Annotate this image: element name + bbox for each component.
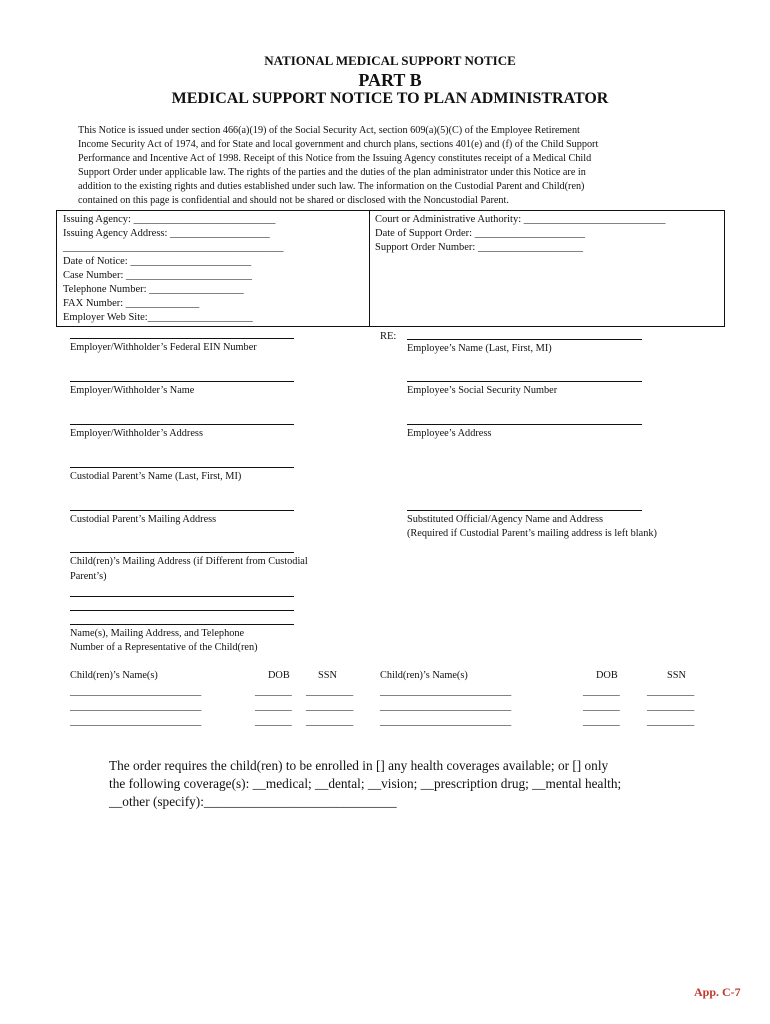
- telephone-number-field[interactable]: Telephone Number: __________________: [63, 284, 244, 295]
- issuing-agency-box: [56, 210, 725, 327]
- child-ssn-field[interactable]: _________: [306, 716, 354, 727]
- child-ssn-field[interactable]: _________: [306, 701, 354, 712]
- coverage-other-line[interactable]: __other (specify):_____________________________: [109, 794, 397, 809]
- custodial-parent-address-label: Custodial Parent’s Mailing Address: [70, 514, 217, 525]
- employer-address-label: Employer/Withholder’s Address: [70, 428, 203, 439]
- date-of-notice-field[interactable]: Date of Notice: _______________________: [63, 256, 252, 267]
- employee-name-input-line[interactable]: [407, 339, 642, 340]
- children-names-header: Child(ren)’s Name(s): [380, 670, 468, 681]
- intro-line: Support Order under applicable law. The rights of the parties and the duties of the plan administrator under this Notice are in: [78, 167, 586, 178]
- representative-label: Name(s), Mailing Address, and Telephone: [70, 628, 245, 639]
- child-name-field[interactable]: _________________________: [380, 686, 512, 697]
- representative-label-cont: Number of a Representative of the Child(ren): [70, 642, 258, 653]
- child-ssn-field[interactable]: _________: [647, 701, 695, 712]
- intro-line: contained on this page is confidential and should not be shared or disclosed with the Noncustodial Parent.: [78, 195, 509, 206]
- issuing-agency-address-line2[interactable]: __________________________________________: [63, 242, 284, 253]
- substituted-official-label: Substituted Official/Agency Name and Address: [407, 514, 603, 525]
- court-authority-field[interactable]: Court or Administrative Authority: ___________________________: [375, 214, 666, 225]
- representative-input-line[interactable]: [70, 596, 294, 597]
- employer-web-site-field[interactable]: Employer Web Site:____________________: [63, 312, 253, 323]
- intro-line: Performance and Incentive Act of 1998. Receipt of this Notice from the Issuing Agency constitutes receipt of a Medical Child: [78, 153, 592, 164]
- child-dob-field[interactable]: _______: [255, 686, 292, 697]
- box-divider: [369, 211, 370, 326]
- support-order-number-field[interactable]: Support Order Number: ____________________: [375, 242, 583, 253]
- employer-name-input-line[interactable]: [70, 381, 294, 382]
- ein-input-line[interactable]: [70, 338, 294, 339]
- employee-ssn-label: Employee’s Social Security Number: [407, 385, 558, 396]
- re-label: RE:: [380, 331, 397, 342]
- children-ssn-header: SSN: [318, 670, 337, 681]
- child-name-field[interactable]: _________________________: [70, 701, 202, 712]
- notice-subtitle: MEDICAL SUPPORT NOTICE TO PLAN ADMINISTRATOR: [171, 90, 609, 107]
- child-name-field[interactable]: _________________________: [70, 716, 202, 727]
- child-name-field[interactable]: _________________________: [380, 716, 512, 727]
- representative-input-line[interactable]: [70, 624, 294, 625]
- children-dob-header: DOB: [596, 670, 618, 681]
- employee-address-input-line[interactable]: [407, 424, 642, 425]
- child-dob-field[interactable]: _______: [583, 716, 620, 727]
- substituted-official-input-line[interactable]: [407, 510, 642, 511]
- children-ssn-header: SSN: [667, 670, 686, 681]
- coverage-order-line: The order requires the child(ren) to be enrolled in [] any health coverages available; or [] only: [109, 758, 609, 773]
- representative-input-line[interactable]: [70, 610, 294, 611]
- date-of-support-order-field[interactable]: Date of Support Order: _____________________: [375, 228, 585, 239]
- part-title: PART B: [358, 70, 422, 90]
- child-dob-field[interactable]: _______: [583, 701, 620, 712]
- employee-name-label: Employee’s Name (Last, First, MI): [407, 343, 552, 354]
- employer-ein-label: Employer/Withholder’s Federal EIN Number: [70, 342, 257, 353]
- coverage-options-line[interactable]: the following coverage(s): __medical; __dental; __vision; __prescription drug; __mental health;: [109, 776, 622, 791]
- issuing-agency-address-field[interactable]: Issuing Agency Address: ___________________: [63, 228, 270, 239]
- substituted-official-note: (Required if Custodial Parent’s mailing address is left blank): [407, 528, 657, 539]
- children-dob-header: DOB: [268, 670, 290, 681]
- children-names-header: Child(ren)’s Name(s): [70, 670, 158, 681]
- child-ssn-field[interactable]: _________: [306, 686, 354, 697]
- custodial-address-input-line[interactable]: [70, 510, 294, 511]
- case-number-field[interactable]: Case Number: ________________________: [63, 270, 252, 281]
- employer-address-input-line[interactable]: [70, 424, 294, 425]
- child-dob-field[interactable]: _______: [255, 701, 292, 712]
- custodial-name-input-line[interactable]: [70, 467, 294, 468]
- intro-paragraph: [78, 124, 702, 208]
- employee-ssn-input-line[interactable]: [407, 381, 642, 382]
- child-ssn-field[interactable]: _________: [647, 686, 695, 697]
- child-ssn-field[interactable]: _________: [647, 716, 695, 727]
- child-mailing-address-label: Child(ren)’s Mailing Address (if Different from Custodial: [70, 556, 308, 567]
- child-mailing-address-label-cont: Parent’s): [70, 571, 107, 582]
- issuing-agency-field[interactable]: Issuing Agency: ___________________________: [63, 214, 276, 225]
- child-name-field[interactable]: _________________________: [380, 701, 512, 712]
- employee-address-label: Employee’s Address: [407, 428, 492, 439]
- child-dob-field[interactable]: _______: [255, 716, 292, 727]
- child-name-field[interactable]: _________________________: [70, 686, 202, 697]
- intro-line: addition to the existing rights and duties established under such law. The information on the Custodial Parent and Child(ren): [78, 181, 585, 192]
- intro-line: This Notice is issued under section 466(a)(19) of the Social Security Act, section 609(a)(5)(C) of the Employee Retirement: [78, 125, 580, 136]
- fax-number-field[interactable]: FAX Number: ______________: [63, 298, 200, 309]
- appendix-label: App. C-7: [694, 985, 741, 999]
- custodial-parent-name-label: Custodial Parent’s Name (Last, First, MI): [70, 471, 242, 482]
- child-mailing-input-line[interactable]: [70, 552, 294, 553]
- coverage-order-statement: [109, 757, 621, 811]
- child-dob-field[interactable]: _______: [583, 686, 620, 697]
- notice-title: NATIONAL MEDICAL SUPPORT NOTICE: [264, 53, 516, 68]
- intro-line: Income Security Act of 1974, and for State and local government and church plans, sections 401(e) and (f) of the Child Support: [78, 139, 599, 150]
- employer-name-label: Employer/Withholder’s Name: [70, 385, 195, 396]
